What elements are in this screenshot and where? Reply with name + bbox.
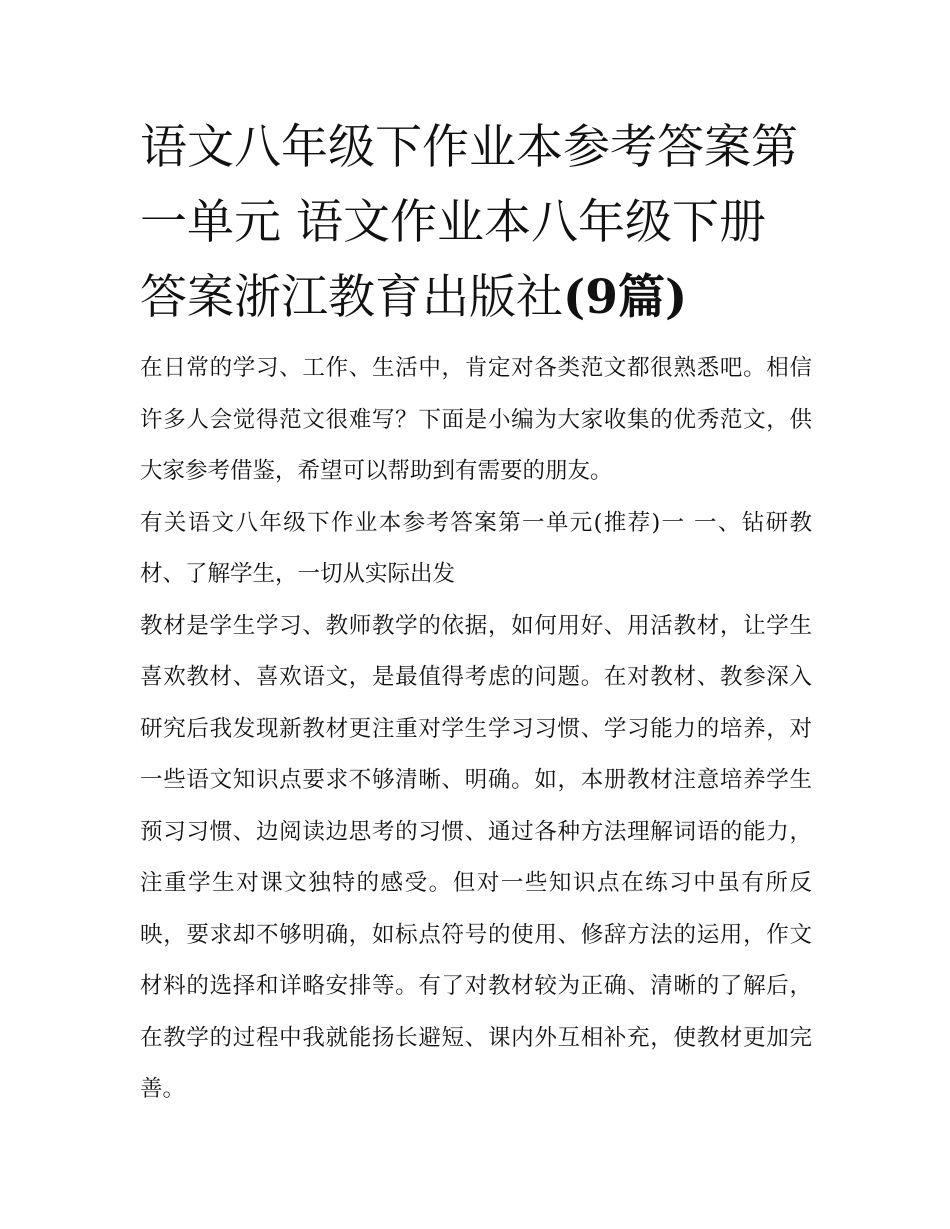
body-paragraph: 教材是学生学习、教师教学的依据，如何用好、用活教材，让学生喜欢教材、喜欢语文，是最值得考虑的问题。在对教材、教参深入研究后我发现新教材更注重对学生学习习惯、学习能力的培养，对一些语文知识点要求不够清晰、明确。如，本册教材注意培养学生预习习惯、边阅读边思考的习惯、通过各种方法理解词语的能力，注重学生对课文独特的感受。但对一些知识点在练习中虽有所反映，要求却不够明确，如标点符号的使用、修辞方法的运用，作文材料的选择和详略安排等。有了对教材较为正确、清晰的了解后，在教学的过程中我就能扬长避短、课内外互相补充，使教材更加完善。 <box>140 612 812 1102</box>
document-title <box>140 110 812 335</box>
section-heading-paragraph: 有关语文八年级下作业本参考答案第一单元(推荐)一 一、钻研教材、了解学生，一切从实际出发 <box>140 509 812 587</box>
intro-paragraph: 在日常的学习、工作、生活中，肯定对各类范文都很熟悉吧。相信许多人会觉得范文很难写？下面是小编为大家收集的优秀范文，供大家参考借鉴，希望可以帮助到有需要的朋友。 <box>140 355 812 484</box>
title-main: 语文八年级下作业本参考答案第一单元 语文作业本八年级下册答案浙江教育出版社 <box>140 120 798 325</box>
title-suffix: (9篇) <box>563 270 688 325</box>
document-page <box>140 110 812 1116</box>
